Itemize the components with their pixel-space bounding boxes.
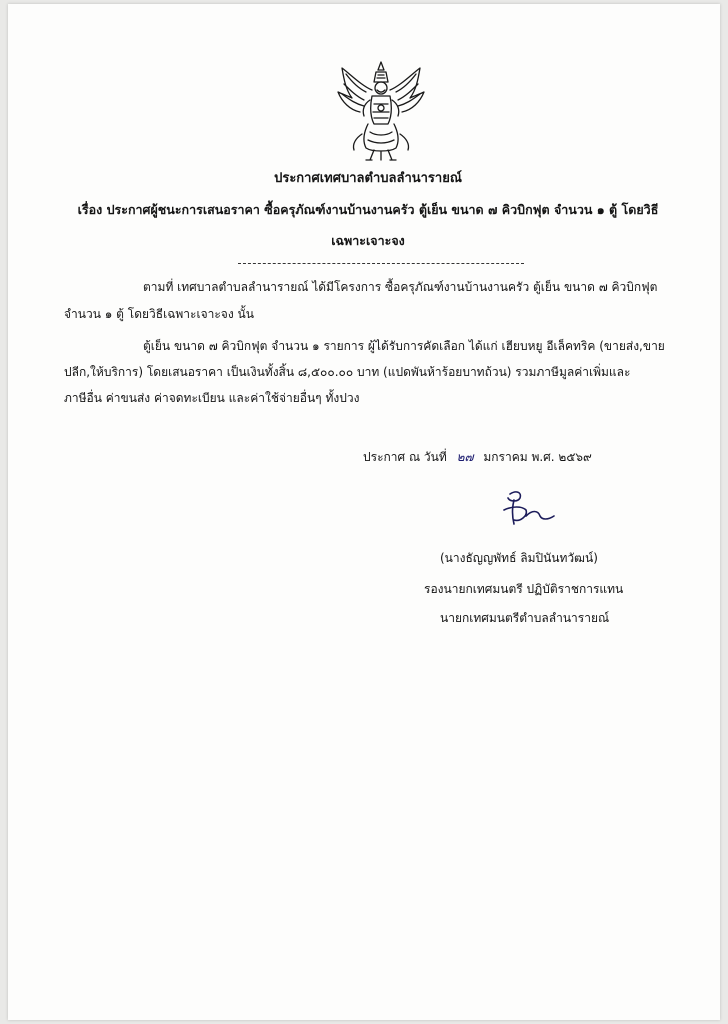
date-day: ๒๗: [456, 450, 474, 464]
date-prefix: ประกาศ ณ วันที่: [363, 450, 447, 464]
paragraph-1-line-1: ตามที่ เทศบาลตำบลลำนารายณ์ ได้มีโครงการ ซื้อครุภัณฑ์งานบ้านงานครัว ตู้เย็น ขนาด ๗ คิวบิกฟุต: [143, 280, 658, 294]
signer-position-2: นายกเทศมนตรีตำบลลำนารายณ์: [440, 611, 610, 625]
signer-name: (นางธัญญพัทธ์ ลิมปินันทวัฒน์): [440, 551, 598, 565]
document-page: [8, 4, 720, 1020]
date-month-year: มกราคม พ.ศ. ๒๕๖๙: [483, 450, 592, 464]
announcement-date: [363, 449, 592, 465]
subject-line: เรื่อง ประกาศผู้ชนะการเสนอราคา ซื้อครุภัณฑ์งานบ้านงานครัว ตู้เย็น ขนาด ๗ คิวบิกฟุต จำนวน ๑ ตู้ โดยวิธี: [77, 202, 659, 217]
paragraph-2-line-3: ภาษีอื่น ค่าขนส่ง ค่าจดทะเบียน และค่าใช้จ่ายอื่นๆ ทั้งปวง: [64, 391, 360, 405]
paragraph-1-line-2: จำนวน ๑ ตู้ โดยวิธีเฉพาะเจาะจง นั้น: [64, 307, 254, 321]
garuda-emblem-icon: [334, 60, 428, 164]
paragraph-2-line-1: ตู้เย็น ขนาด ๗ คิวบิกฟุต จำนวน ๑ รายการ ผู้ได้รับการคัดเลือก ได้แก่ เฮียบหยู อีเล็คทริค (ขายส่ง,ขาย: [143, 339, 665, 353]
section-divider: [238, 263, 524, 264]
announcement-title: ประกาศเทศบาลตำบลลำนารายณ์: [274, 171, 462, 186]
handwritten-signature: [496, 486, 562, 532]
paragraph-2-line-2: ปลีก,ให้บริการ) โดยเสนอราคา เป็นเงินทั้งสิ้น ๘,๕๐๐.๐๐ บาท (แปดพันห้าร้อยบาทถ้วน) รวมภาษีมูลค่าเพิ่มและ: [64, 365, 631, 379]
subject-line-continued: เฉพาะเจาะจง: [331, 233, 405, 248]
signer-position-1: รองนายกเทศมนตรี ปฏิบัติราชการแทน: [424, 582, 624, 596]
